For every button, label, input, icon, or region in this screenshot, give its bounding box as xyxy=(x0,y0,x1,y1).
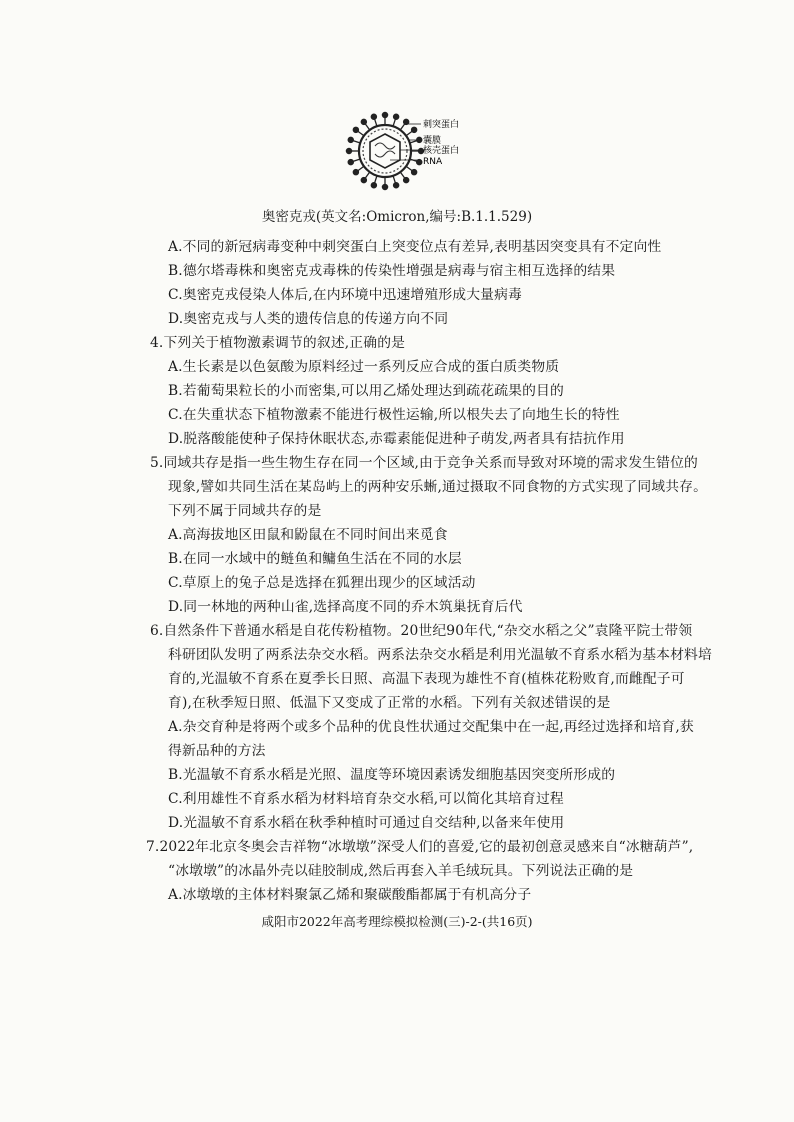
spike-head xyxy=(412,127,417,132)
spike-head xyxy=(361,119,366,124)
q6-option-a-cont: 得新品种的方法 xyxy=(168,743,266,759)
q5-stem-line-3: 下列不属于同域共存的是 xyxy=(168,503,322,519)
figure-caption: 奥密克戎(英文名:Omicron,编号:B.1.1.529) xyxy=(261,209,533,225)
q7-stem-line-2: “冰墩墩”的冰晶外壳以硅胶制成,然后再套入羊毛绒玩具。下列说法正确的是 xyxy=(168,863,634,879)
q6-option-d: D.光温敏不育系水稻在秋季种植时可通过自交结种,以备来年使用 xyxy=(168,815,565,831)
q4-option-b: B.若葡萄果粒长的小而密集,可以用乙烯处理达到疏花疏果的目的 xyxy=(168,383,564,399)
q5-option-c: C.草原上的兔子总是选择在狐狸出现少的区域活动 xyxy=(168,575,476,591)
spike-head xyxy=(412,170,417,175)
spike-head xyxy=(353,170,358,175)
spike-head xyxy=(404,178,409,183)
q3-option-c: C.奥密克戎侵染人体后,在内环境中迅速增殖形成大量病毒 xyxy=(168,287,523,303)
virus-rna xyxy=(375,143,395,157)
spike-head xyxy=(348,137,353,142)
label-capsid-protein: 核壳蛋白 xyxy=(423,146,460,156)
q6-option-b: B.光温敏不育系水稻是光照、温度等环境因素诱发细胞基因突变所形成的 xyxy=(168,767,616,783)
spike-head xyxy=(371,114,376,119)
spike-head xyxy=(348,160,353,165)
q6-option-c: C.利用雄性不育系水稻为材料培育杂交水稻,可以简化其培育过程 xyxy=(168,791,564,807)
q6-stem-line-2: 科研团队发明了两系法杂交水稻。两系法杂交水稻是利用光温敏不育系水稻为基本材料培 xyxy=(168,647,712,663)
q3-option-a: A.不同的新冠病毒变种中刺突蛋白上突变位点有差异,表明基因突变具有不定向性 xyxy=(168,239,662,255)
spike-head xyxy=(353,127,358,132)
q5-option-d: D.同一林地的两种山雀,选择高度不同的乔木筑巢抚育后代 xyxy=(168,599,523,615)
q3-option-d: D.奥密克戎与人类的遗传信息的传递方向不同 xyxy=(168,311,449,327)
page-footer: 咸阳市2022年高考理综模拟检测(三)-2-(共16页) xyxy=(261,914,533,929)
spike-head xyxy=(361,178,366,183)
spike-head xyxy=(346,148,351,153)
q7-option-a: A.冰墩墩的主体材料聚氯乙烯和聚碳酸酯都属于有机高分子 xyxy=(168,887,532,903)
q7-stem-line-1: 7.2022年北京冬奥会吉祥物“冰墩墩”深受人们的喜爱,它的最初创意灵感来自“冰糖葫芦”, xyxy=(146,839,694,855)
q5-option-b: B.在同一水域中的鲢鱼和鳙鱼生活在不同的水层 xyxy=(168,551,462,567)
q4-stem: 4.下列关于植物激素调节的叙述,正确的是 xyxy=(150,335,406,351)
q4-option-c: C.在失重状态下植物激素不能进行极性运输,所以根失去了向地生长的特性 xyxy=(168,407,620,423)
spike-head xyxy=(394,183,399,188)
q6-option-a: A.杂交育种是将两个或多个品种的优良性状通过交配集中在一起,再经过选择和培育,获 xyxy=(168,719,694,735)
label-spike-protein: 刺突蛋白 xyxy=(423,120,460,130)
label-envelope: 囊膜 xyxy=(423,136,442,146)
q5-stem-line-2: 现象,譬如共同生活在某岛屿上的两种安乐蜥,通过摄取不同食物的方式实现了同域共存。 xyxy=(168,479,708,495)
spike-head xyxy=(394,114,399,119)
q4-option-d: D.脱落酸能使种子保持休眠状态,赤霉素能促进种子萌发,两者具有拮抗作用 xyxy=(168,431,625,447)
spike-head xyxy=(382,184,387,189)
q5-option-a: A.高海拔地区田鼠和鼢鼠在不同时间出来觅食 xyxy=(168,527,448,543)
spike-head xyxy=(382,112,387,117)
q5-stem-line-1: 5.同域共存是指一些生物生存在同一个区域,由于竞争关系而导致对环境的需求发生错位的 xyxy=(150,455,698,471)
omicron-virus-diagram xyxy=(345,110,535,192)
q4-option-a: A.生长素是以色氨酸为原料经过一系列反应合成的蛋白质类物质 xyxy=(168,359,560,375)
q6-stem-line-4: 育),在秋季短日照、低温下又变成了正常的水稻。下列有关叙述错误的是 xyxy=(168,695,611,711)
q6-stem-line-3: 育的,光温敏不育系在夏季长日照、高温下表现为雄性不育(植株花粉败育,而雌配子可 xyxy=(168,671,685,687)
q3-option-b: B.德尔塔毒株和奥密克戎毒株的传染性增强是病毒与宿主相互选择的结果 xyxy=(168,263,616,279)
spike-head xyxy=(371,183,376,188)
label-rna: RNA xyxy=(423,157,443,167)
virus-envelope xyxy=(359,125,411,177)
q6-stem-line-1: 6.自然条件下普通水稻是自花传粉植物。20世纪90年代,“杂交水稻之父”袁隆平院士带领 xyxy=(150,623,693,639)
virus-capsid xyxy=(370,134,400,168)
